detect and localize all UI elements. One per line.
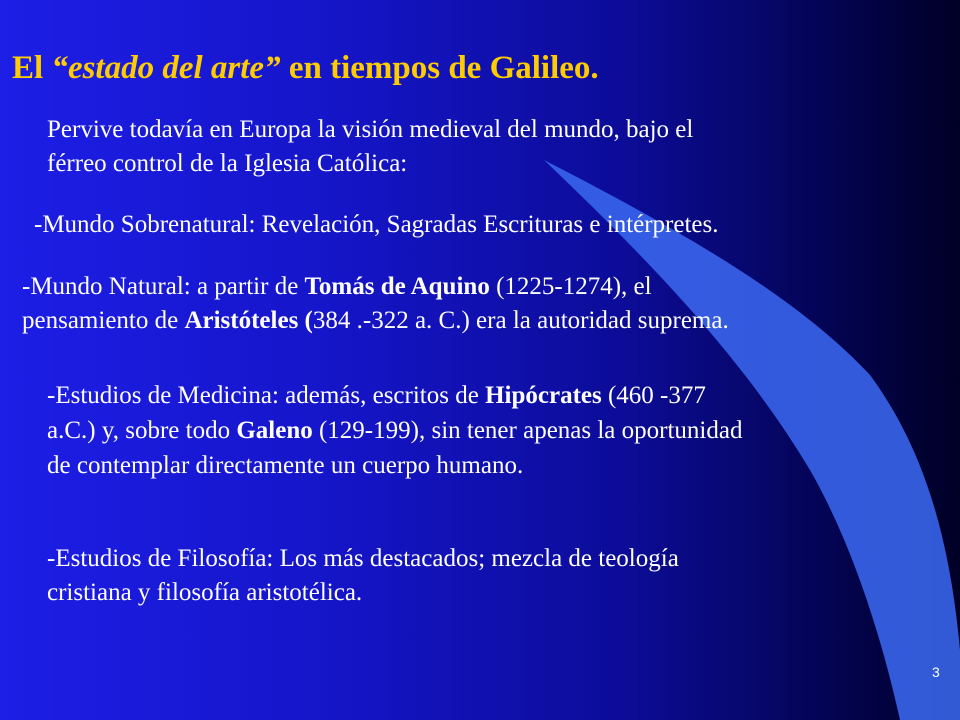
natural-text-b: (1225-1274), el xyxy=(489,273,652,300)
intro-paragraph xyxy=(47,113,693,181)
medicine-line-3: de contemplar directamente un cuerpo humano. xyxy=(47,452,524,479)
item-natural-world xyxy=(22,270,729,338)
natural-line-2 xyxy=(22,304,729,338)
medicine-text-a: -Estudios de Medicina: además, escritos de xyxy=(47,382,486,409)
galen-name: Galeno xyxy=(236,417,313,444)
item-supernatural-world: -Mundo Sobrenatural: Revelación, Sagradas Escrituras e intérpretes. xyxy=(34,211,719,238)
medicine-line-2 xyxy=(47,413,742,448)
natural-text-c: pensamiento de xyxy=(22,307,185,334)
medicine-text-c: a.C.) y, sobre todo xyxy=(47,417,237,444)
philosophy-line-1: -Estudios de Filosofía: Los más destacados; mezcla de teología xyxy=(47,545,679,572)
aquinas-name: Tomás de Aquino xyxy=(304,273,490,300)
item-philosophy xyxy=(47,542,679,610)
hippocrates-name: Hipócrates xyxy=(485,382,602,409)
title-prefix: El xyxy=(12,50,52,86)
title-suffix: en tiempos de Galileo. xyxy=(280,50,599,86)
slide-title xyxy=(12,50,599,87)
philosophy-line-2: cristiana y filosofía aristotélica. xyxy=(47,579,363,606)
item-medicine xyxy=(47,378,742,483)
aristotle-name: Aristóteles ( xyxy=(184,307,313,334)
natural-text-a: -Mundo Natural: a partir de xyxy=(22,273,305,300)
medicine-text-b: (460 -377 xyxy=(601,382,706,409)
medicine-text-d: (129-199), sin tener apenas la oportunidad xyxy=(312,417,743,444)
natural-line-1 xyxy=(22,270,729,304)
medicine-line-1 xyxy=(47,378,742,413)
intro-line-2: férreo control de la Iglesia Católica: xyxy=(47,150,408,177)
title-italic: “estado del arte” xyxy=(51,50,281,86)
intro-line-1: Pervive todavía en Europa la visión medieval del mundo, bajo el xyxy=(47,116,694,143)
natural-text-d: 384 .-322 a. C.) era la autoridad suprema. xyxy=(312,307,729,334)
page-number: 3 xyxy=(932,664,940,680)
